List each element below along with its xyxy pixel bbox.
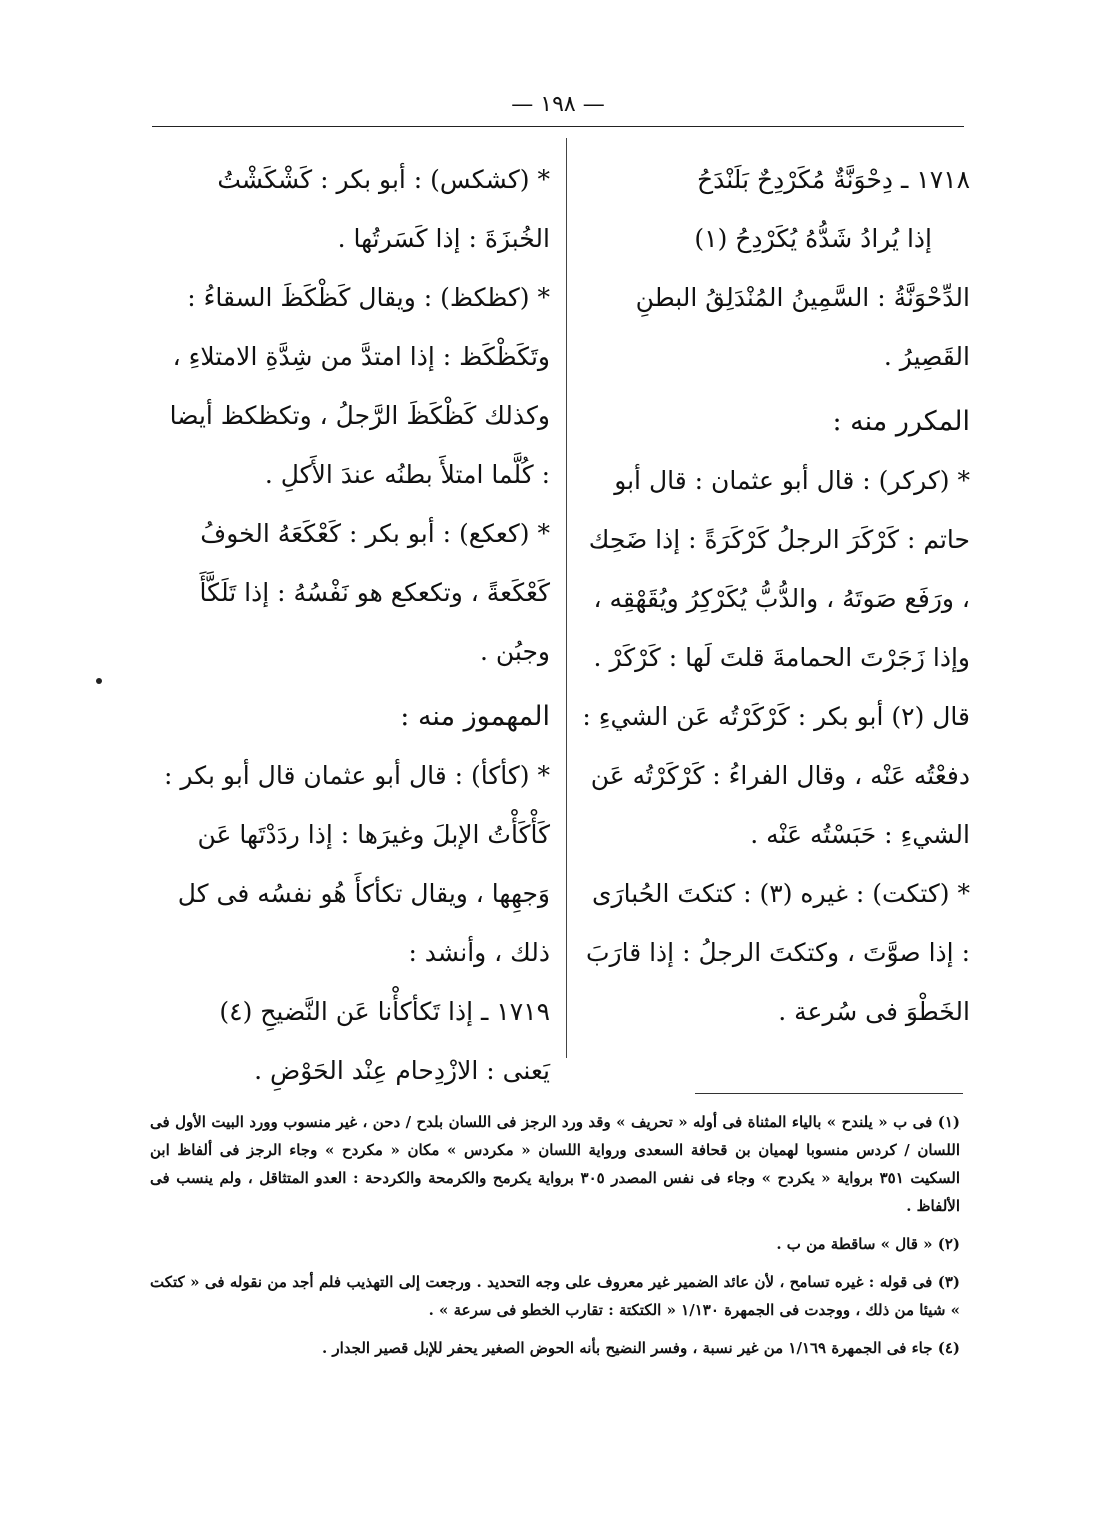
footnote: (٢) « قال » ساقطة من ب . [776, 1235, 960, 1253]
footnote: (٤) جاء فى الجمهرة ١/١٦٩ من غير نسبة ، وفسر النضيح بأنه الحوض الصغير يحفر للإبل قصير الجدار . [321, 1339, 960, 1357]
left-column-text: * (كعكع) : أبو بكر : كَعْكَعَهُ الخوفُ كَعْكَعةً ، وتكعكع هو نَفْسُهُ : إذا تَلَكَّأَ وجبُن . [199, 519, 550, 666]
left-column [155, 150, 550, 1100]
left-column-text: * (كأكأ) : قال أبو عثمان قال أبو بكر : كَأْكَأْتُ الإبلَ وغيرَها : إذا ردَدْتَها عَن وَجهِها ، ويقال تكأكأَ هُو نفسُه فى كل ذلك ، وأنشد : [164, 761, 550, 967]
right-column-text: * (كركر) : قال أبو عثمان : قال أبو حاتم : كَرْكَرَ الرجلُ كَرْكَرَةً : إذا ضَحِك ، ورَفَع صَوتَهُ ، والدُّبُّ يُكَرْكِرُ ويُقَهْقِه ، وإذا زَجَرْتَ الحمامةَ قلتَ لَها : كَرْكَرْ . [588, 466, 970, 672]
left-column-text: * (كظكظ) : ويقال كَظْكَظَ السقاءُ : وتَكَظْكَظ : إذا امتدَّ من شِدَّةِ الامتلاءِ ، وكذلك كَظْكَظَ الرَّجلُ ، وتكظكظ أيضا : كُلَّما امتلأَ بطنُه عندَ الأَكلِ . [169, 283, 550, 489]
right-column-text: قال (٢) أبو بكر : كَرْكَرْتُه عَن الشيءِ : دفعْتُه عَنْه ، وقال الفراءُ : كَرْكَرْتُه عَن الشيءِ : حَبَسْتُه عَنْه . [582, 702, 970, 849]
right-column-heading: المكرر منه : [832, 406, 970, 437]
margin-dot [96, 678, 102, 684]
left-column-text: يَعنى : الازْدِحام عِنْد الحَوْضِ . [254, 1056, 550, 1085]
right-column-verse: ١٧١٨ ـ دِحْوَنَّةٌ مُكَرْدِحٌ بَلَنْدَحُ [697, 165, 970, 194]
right-column-text: الدِّحْوَنَّةُ : السَّمِينُ المُنْدَلِقُ البطنِ القَصِيرُ . [635, 283, 970, 371]
right-column-text: * (كتكت) : غيره (٣) : كتكتَ الحُبارَى : إذا صوَّتَ ، وكتكتَ الرجلُ : إذا قارَبَ الخَطْوَ فى سُرعة . [585, 879, 970, 1026]
right-column [578, 150, 970, 1041]
page-number: — ١٩٨ — [511, 92, 605, 117]
left-column-heading: المهموز منه : [400, 701, 550, 732]
left-column-text: * (كشكس) : أبو بكر : كَشْكَشْتُ الخُبزَةَ : إذا كَسَرتُها . [217, 165, 550, 253]
right-column-verse2: إذا يُرادُ شَدُّهُ يُكَرْدِحُ (١) [694, 224, 932, 253]
left-column-verse: ١٧١٩ ـ إذا تَكأكأْنا عَن النَّضيحِ (٤) [219, 997, 550, 1026]
column-divider [566, 138, 567, 1058]
footnote-rule [695, 1093, 963, 1094]
footnote: (١) فى ب « يلندح » بالياء المثناة فى أوله « تحريف » وقد ورد الرجز فى اللسان بلدح / دحن ، غير منسوب وورد البيت الأول فى اللسان / كردس منسوبا لهميان بن قحافة السعدى ورواية اللسان « مكردس » مكان « مكردح » وجاء الرجز فى ألفاظ ابن السكيت ٣٥١ برواية « يكردح » وجاء فى نفس المصدر ٣٠٥ برواية يكرمح والكرمحة والكردحة : العدو المتثاقل ، ولم ينسب فى الألفاظ . [150, 1113, 960, 1215]
footnotes [150, 1108, 960, 1372]
footnote: (٣) فى قوله : غيره تسامح ، لأن عائد الضمير غير معروف على وجه التحديد . ورجعت إلى التهذيب فلم أجد من نقوله فى « كتكت » شيئا من ذلك ، ووجدت فى الجمهرة ١/١٣٠ « الكتكتة : تقارب الخطو فى سرعة » . [150, 1273, 960, 1319]
top-rule [152, 126, 964, 127]
